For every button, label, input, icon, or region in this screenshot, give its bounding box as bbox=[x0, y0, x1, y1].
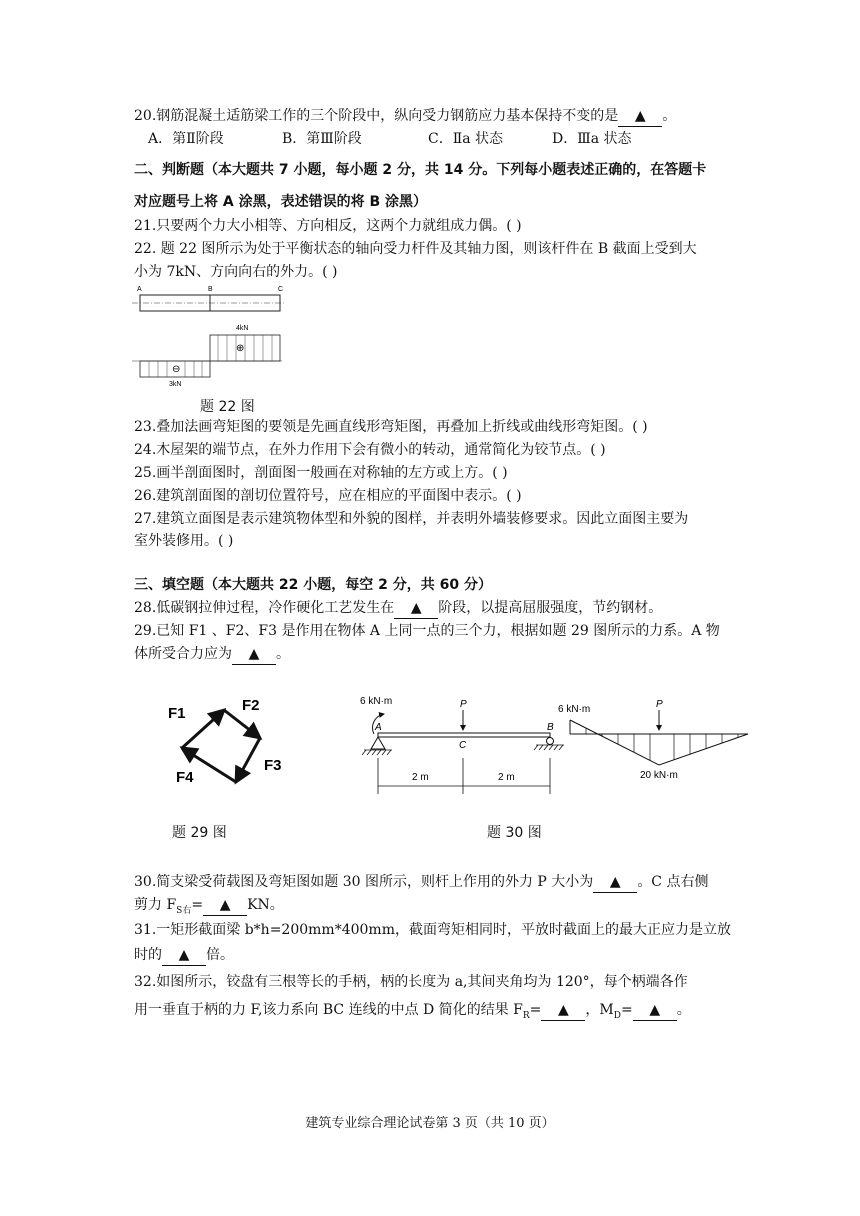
fig29-label-f4: F4 bbox=[176, 769, 194, 786]
punctuation: 。 bbox=[662, 108, 677, 124]
option-a: A．第Ⅱ阶段 bbox=[148, 131, 224, 147]
question-22-line1: 22. 题 22 图所示为处于平衡状态的轴向受力杆件及其轴力图，则该杆件在 B 截面上受到大 bbox=[134, 241, 697, 257]
question-30-shear-text: 剪力 F bbox=[134, 897, 177, 913]
punctuation: 。 bbox=[676, 1002, 691, 1018]
fig30-moment-diagram-left: 6 kN·m bbox=[558, 704, 591, 715]
answer-blank[interactable]: ▲ bbox=[232, 644, 276, 665]
figure-30-caption: 题 30 图 bbox=[487, 825, 542, 841]
answer-blank-1[interactable]: ▲ bbox=[541, 1000, 585, 1021]
question-31-text: 时的 bbox=[134, 947, 162, 963]
answer-blank[interactable]: ▲ bbox=[162, 945, 206, 966]
unit: KN。 bbox=[247, 897, 284, 913]
fig30-dim-1: 2 m bbox=[412, 772, 429, 783]
option-c: C．Ⅱa 状态 bbox=[428, 131, 504, 147]
fig30-moment-hatch bbox=[586, 728, 738, 760]
figure-22-caption: 题 22 图 bbox=[200, 399, 255, 415]
question-26: 26.建筑剖面图的剖切位置符号，应在相应的平面图中表示。( ) bbox=[134, 488, 522, 504]
question-30-line2 bbox=[134, 895, 284, 921]
section-2-heading-line1: 二、判断题（本大题共 7 小题，每小题 2 分，共 14 分。下列每小题表述正确的，在答题卡 bbox=[134, 162, 707, 178]
option-d: D．Ⅲa 状态 bbox=[552, 131, 632, 147]
question-28-text: 28.低碳钢拉伸过程，冷作硬化工艺发生在 bbox=[134, 600, 395, 616]
fig30-label-c: C bbox=[459, 740, 467, 751]
section-2-heading-line2: 对应题号上将 A 涂黑，表述错误的将 B 涂黑） bbox=[134, 194, 428, 210]
question-30-text: 30.简支梁受荷载图及弯矩图如题 30 图所示，则杆上作用的外力 P 大小为 bbox=[134, 874, 594, 890]
question-29-line2 bbox=[134, 644, 290, 665]
figure-29-caption: 题 29 图 bbox=[172, 825, 227, 841]
question-30-line1 bbox=[134, 872, 708, 893]
question-31-line2 bbox=[134, 945, 234, 966]
fig30-p-label: P bbox=[460, 699, 467, 710]
equals: = bbox=[620, 1002, 633, 1018]
answer-blank[interactable]: ▲ bbox=[394, 598, 438, 619]
subscript-r: R bbox=[522, 1010, 530, 1021]
fig22-label-a: A bbox=[137, 286, 142, 293]
fig30-beam bbox=[378, 733, 550, 737]
question-32-line1: 32.如图所示，铰盘有三根等长的手柄，柄的长度为 a,其间夹角均为 120°，每个柄端各作 bbox=[134, 974, 688, 990]
question-24: 24.木屋架的端节点，在外力作用下会有微小的转动，通常简化为铰节点。( ) bbox=[134, 442, 606, 458]
question-28-text-after: 阶段，以提高屈服强度，节约钢材。 bbox=[438, 600, 663, 616]
question-29-line1: 29.已知 F1 、F2、F3 是作用在物体 A 上同一点的三个力，根据如题 29 图所示的力系。A 物 bbox=[134, 623, 720, 639]
figure-30-beam-diagram bbox=[350, 690, 760, 802]
fig30-support-b bbox=[547, 738, 554, 745]
fig30-dimension-lines bbox=[378, 758, 550, 794]
question-31-text-after: 倍。 bbox=[206, 947, 234, 963]
subscript-d: D bbox=[613, 1010, 621, 1021]
fig30-moment-label: 6 kN·m bbox=[360, 696, 393, 707]
fig22-label-b: B bbox=[208, 286, 213, 293]
fig30-dim-2: 2 m bbox=[498, 772, 515, 783]
answer-blank-2[interactable]: ▲ bbox=[203, 895, 247, 916]
question-29-text: 体所受合力应为 bbox=[134, 646, 232, 662]
fig22-neg-sign: ⊖ bbox=[172, 364, 181, 375]
question-32-text: 用一垂直于柄的力 F,该力系向 BC 连线的中点 D 简化的结果 F bbox=[134, 1002, 523, 1018]
fig22-pos-sign: ⊕ bbox=[236, 343, 245, 354]
question-21: 21.只要两个力大小相等、方向相反，这两个力就组成力偶。( ) bbox=[134, 218, 522, 234]
question-27-line1: 27.建筑立面图是表示建筑物体型和外貌的图样，并表明外墙装修要求。因此立面图主要为 bbox=[134, 511, 689, 527]
equals: = bbox=[191, 897, 204, 913]
question-28 bbox=[134, 598, 662, 619]
answer-blank[interactable]: ▲ bbox=[618, 106, 662, 127]
fig30-moment-max: 20 kN·m bbox=[640, 770, 678, 781]
separator: ，M bbox=[585, 1002, 614, 1018]
question-25: 25.画半剖面图时，剖面图一般画在对称轴的左方或上方。( ) bbox=[134, 465, 508, 481]
answer-blank-2[interactable]: ▲ bbox=[633, 1000, 677, 1021]
fig29-f1-arrow bbox=[182, 710, 224, 748]
fig29-f3-arrow bbox=[236, 738, 260, 782]
question-27-line2: 室外装修用。( ) bbox=[134, 533, 234, 549]
fig22-positive-hatch bbox=[218, 335, 272, 361]
fig22-neg-value: 3kN bbox=[169, 381, 182, 388]
equals: = bbox=[529, 1002, 542, 1018]
fig30-label-b: B bbox=[547, 722, 554, 733]
question-32-line2 bbox=[134, 1000, 691, 1026]
page-footer: 建筑专业综合理论试卷第 3 页（共 10 页） bbox=[305, 1116, 555, 1131]
question-20 bbox=[134, 106, 676, 127]
figure-22-axial-force-diagram bbox=[132, 283, 292, 393]
question-20-options bbox=[148, 129, 632, 149]
fig29-label-f2: F2 bbox=[242, 697, 260, 714]
fig29-label-f3: F3 bbox=[264, 757, 282, 774]
section-3-heading: 三、填空题（本大题共 22 小题，每空 2 分，共 60 分） bbox=[134, 577, 492, 593]
punctuation: 。 bbox=[276, 646, 290, 662]
answer-blank-1[interactable]: ▲ bbox=[593, 872, 637, 893]
fig22-pos-value: 4kN bbox=[236, 325, 249, 332]
subscript: S右 bbox=[176, 905, 192, 916]
fig30-label-a: A bbox=[375, 722, 382, 733]
option-b: B．第Ⅲ阶段 bbox=[282, 131, 362, 147]
question-23: 23.叠加法画弯矩图的要领是先画直线形弯矩图，再叠加上折线或曲线形弯矩图。( ) bbox=[134, 419, 648, 435]
fig29-f2-arrow bbox=[224, 710, 260, 738]
question-20-stem: 20.钢筋混凝土适筋梁工作的三个阶段中，纵向受力钢筋应力基本保持不变的是 bbox=[134, 108, 619, 124]
fig22-label-c: C bbox=[278, 286, 284, 293]
fig30-p2-label: P bbox=[656, 699, 663, 710]
question-30-text-after: 。C 点右侧 bbox=[637, 874, 709, 890]
figure-29-force-polygon bbox=[160, 690, 300, 800]
fig29-label-f1: F1 bbox=[168, 705, 186, 722]
fig30-support-a bbox=[371, 737, 385, 749]
question-22-line2: 小为 7kN、方向向右的外力。( ) bbox=[134, 264, 338, 280]
question-31-line1: 31.一矩形截面梁 b*h=200mm*400mm，截面弯矩相同时，平放时截面上的最大正应力是立放 bbox=[134, 922, 731, 938]
